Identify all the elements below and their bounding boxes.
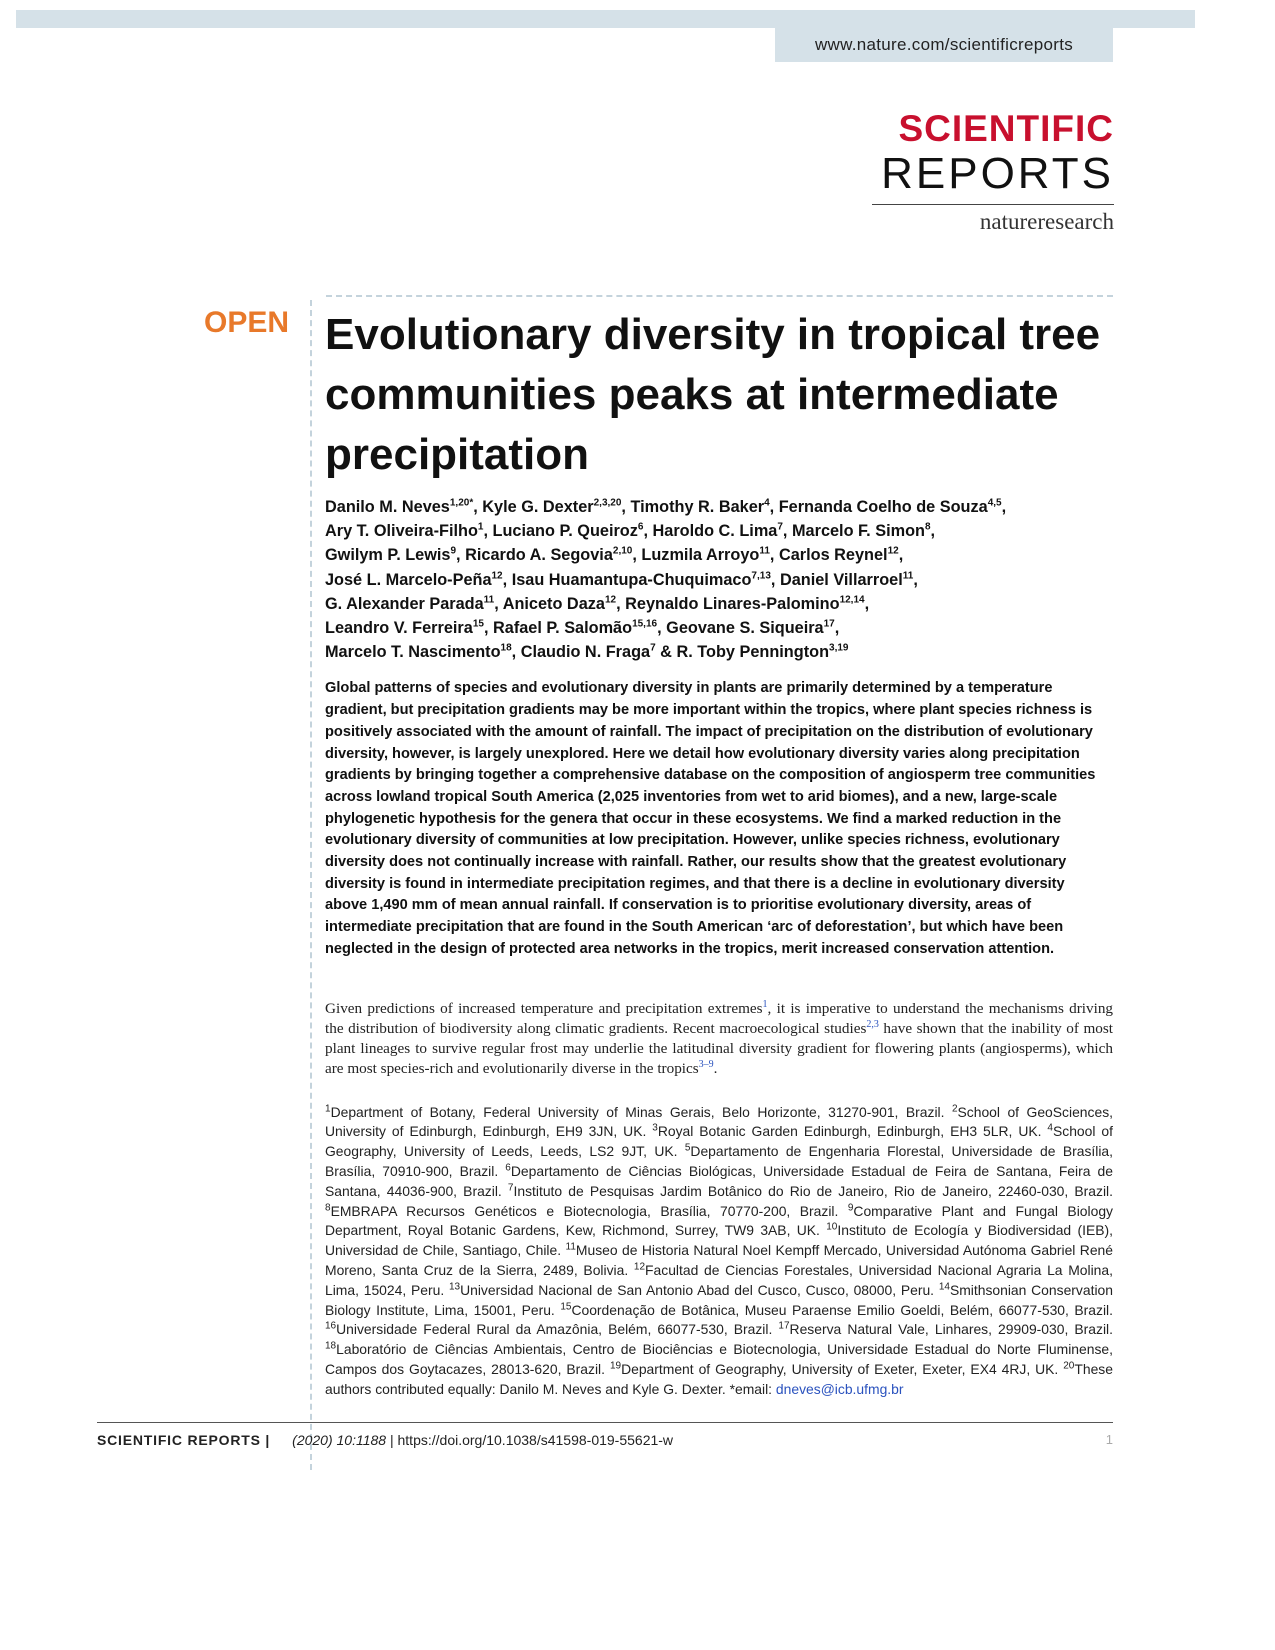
author-separator: ,: [621, 498, 631, 516]
author-name: Danilo M. Neves: [325, 498, 450, 516]
affiliation-text: Departamento de Engenharia Florestal, Universidade de Brasília, Brasília, 70910-900, Brazil.: [325, 1143, 1114, 1179]
author-name: Reynaldo Linares-Palomino: [625, 594, 840, 613]
author-separator: ,: [930, 522, 936, 541]
affiliation-number: 14: [938, 1281, 950, 1293]
footer-citation: (2020) 10:1188: [292, 1431, 387, 1448]
author-affiliation-ref: 12: [491, 570, 503, 582]
body-text: have shown that the inability of most plant lineages to survive regular frost may underlie the latitudinal diversity gradient for flowering plants (angiosperms), which are most species-rich and evolutionarily diverse in the tropics: [325, 1019, 1114, 1077]
author-name: Aniceto Daza: [502, 594, 605, 613]
affiliation-number: 5: [684, 1142, 691, 1154]
author-line: [325, 519, 1113, 543]
author-separator: ,: [511, 643, 521, 662]
journal-url[interactable]: www.nature.com/scientificreports: [775, 28, 1113, 62]
affiliation-text: Instituto de Ecología y Biodiversidad (IEB), Universidad de Chile, Santiago, Chile.: [325, 1222, 1113, 1259]
author-affiliation-ref: 4: [764, 497, 770, 509]
abstract: Global patterns of species and evolutionary diversity in plants are primarily determined by a temperature gradient, but precipitation gradients may be more important within the tropics, where plant species richness is positively associated with the amount of rainfall. The impact of precipitation on the distribution of evolutionary diversity, however, is largely unexplored. Here we detail how evolutionary diversity varies along precipitation gradients by bringing together a comprehensive database on the composition of angiosperm tree communities across lowland tropical South America (2,025 inventories from wet to arid biomes), and a new, large-scale phylogenetic hypothesis for the genera that occur in these ecosystems. We find a marked reduction in the evolutionary diversity of communities at low precipitation. However, unlike species richness, evolutionary diversity does not continually increase with rainfall. Rather, our results show that the greatest evolutionary diversity is found in intermediate precipitation regimes, and that there is a decline in evolutionary diversity above 1,490 mm of mean annual rainfall. If conservation is to prioritise evolutionary diversity, areas of intermediate precipitation that are found in the South American ‘arc of deforestation’, but which have been neglected in the design of protected area networks in the tropics, merit increased conservation attention.: [325, 680, 1096, 957]
affiliation-text: Departamento de Ciências Biológicas, Universidade Estadual de Feira de Santana, Feira de Santana, 44036-900, Brazil.: [325, 1162, 1113, 1199]
affiliation-number: 10: [826, 1221, 838, 1233]
author-affiliation-ref: 3,19: [829, 642, 849, 654]
author-affiliation-ref: 1,20*: [449, 497, 474, 509]
author-line: [325, 495, 1113, 519]
author-name: Haroldo C. Lima: [652, 522, 778, 541]
author-separator: ,: [864, 594, 870, 613]
author-name: G. Alexander Parada: [325, 594, 484, 613]
author-separator: ,: [502, 570, 512, 589]
author-line: [325, 616, 1113, 640]
body-paragraph: [325, 999, 1113, 1079]
author-affiliation-ref: 8: [924, 521, 931, 533]
affiliation-text: Universidad Nacional de San Antonio Abad del Cusco, Cusco, 08000, Peru.: [460, 1281, 939, 1298]
author-affiliation-ref: 7,13: [751, 570, 771, 582]
footer-divider: [97, 1422, 1113, 1423]
author-affiliation-ref: 11: [759, 545, 770, 557]
affiliation-text: School of GeoSciences, University of Edinburgh, Edinburgh, EH9 3JN, UK.: [325, 1103, 1113, 1140]
author-affiliation-ref: 15,16: [632, 618, 658, 630]
author-name: Gwilym P. Lewis: [325, 546, 451, 565]
affiliations: [325, 1103, 1113, 1400]
author-affiliation-ref: 7: [650, 642, 656, 654]
author-affiliation-ref: 12: [887, 545, 899, 557]
author-name: José L. Marcelo-Peña: [325, 570, 492, 589]
author-name: Carlos Reynel: [778, 546, 888, 565]
author-affiliation-ref: 9: [450, 545, 457, 557]
author-name: Leandro V. Ferreira: [325, 619, 473, 638]
author-name: Isau Huamantupa-Chuquimaco: [511, 570, 752, 589]
author-name: Geovane S. Siqueira: [666, 619, 824, 638]
author-separator: ,: [483, 619, 493, 638]
author-separator: ,: [657, 619, 667, 638]
logo-publisher: natureresearch: [979, 209, 1114, 234]
affiliation-number: 3: [652, 1122, 658, 1134]
affiliation-text: Royal Botanic Garden Edinburgh, Edinburgh, EH3 5LR, UK.: [657, 1123, 1048, 1140]
logo-reports: REPORTS: [881, 149, 1114, 198]
author-name: R. Toby Pennington: [676, 643, 830, 662]
citation-ref[interactable]: 2,3: [866, 1018, 879, 1030]
affiliation-text: Department of Botany, Federal University of Minas Gerais, Belo Horizonte, 31270-901, Brazil.: [330, 1103, 952, 1120]
footer-doi[interactable]: | https://doi.org/10.1038/s41598-019-55621-w: [386, 1431, 674, 1448]
author-name: Fernanda Coelho de Souza: [778, 498, 988, 516]
open-access-label: OPEN: [204, 306, 290, 339]
affiliation-text: School of Geography, University of Leeds, Leeds, LS2 9JT, UK.: [325, 1123, 1113, 1160]
page-number: 1: [1105, 1431, 1113, 1447]
author-list: [325, 495, 1113, 664]
author-separator: ,: [643, 522, 653, 541]
affiliation-number: 7: [507, 1182, 514, 1194]
author-separator: ,: [898, 546, 904, 565]
author-affiliation-ref: 17: [823, 618, 835, 630]
affiliation-number: 2: [951, 1102, 958, 1114]
footer-journal: SCIENTIFIC REPORTS |: [97, 1431, 271, 1448]
affiliation-number: 18: [325, 1340, 337, 1352]
affiliation-text: Instituto de Pesquisas Jardim Botânico do Rio de Janeiro, Rio de Janeiro, 22460-030, Brazil.: [513, 1182, 1113, 1199]
author-separator: ,: [494, 594, 503, 613]
author-name: Timothy R. Baker: [630, 498, 765, 516]
author-separator: ,: [770, 570, 780, 589]
author-name: Rafael P. Salomão: [493, 619, 633, 638]
author-separator: ,: [632, 546, 642, 565]
affiliation-text: These authors contributed equally: Danilo M. Neves and Kyle G. Dexter. *email:: [325, 1360, 1113, 1397]
author-separator: ,: [483, 522, 493, 541]
author-separator: ,: [456, 546, 466, 565]
author-affiliation-ref: 4,5: [987, 497, 1002, 509]
body-text: Given predictions of increased temperature and precipitation extremes: [325, 999, 763, 1017]
author-line: [325, 640, 1113, 664]
author-separator: ,: [782, 522, 792, 541]
email-link[interactable]: dneves@icb.ufmg.br: [775, 1380, 904, 1397]
author-line: [325, 543, 1113, 567]
author-name: Luciano P. Queiroz: [492, 522, 638, 541]
margin-dashed-divider: [310, 300, 312, 1470]
author-affiliation-ref: 1: [477, 521, 484, 533]
author-separator: &: [655, 643, 677, 662]
affiliation-number: 6: [505, 1162, 511, 1174]
body-text: , it is imperative to understand the mechanisms driving the distribution of biodiversity along climatic gradients. Recent macroecological studies: [325, 999, 1114, 1037]
author-name: Ary T. Oliveira-Filho: [325, 522, 478, 541]
author-separator: ,: [616, 594, 626, 613]
affiliation-number: 8: [325, 1201, 331, 1213]
affiliation-text: Laboratório de Ciências Ambientais, Centro de Biociências e Biotecnologia, Universidade Estadual do Norte Fluminense, Campos dos Goytacazes, 28013-620, Brazil.: [325, 1341, 1113, 1377]
author-affiliation-ref: 6: [637, 521, 644, 533]
affiliation-text: Coordenação de Botânica, Museu Paraense Emilio Goeldi, Belém, 66077-530, Brazil.: [571, 1301, 1114, 1318]
affiliation-text: Universidade Federal Rural da Amazônia, Belém, 66077-530, Brazil.: [336, 1321, 779, 1338]
article-title: Evolutionary diversity in tropical tree communities peaks at intermediate precipitation: [325, 310, 1101, 479]
citation-ref[interactable]: 1: [762, 998, 768, 1010]
author-name: Daniel Villarroel: [779, 570, 903, 589]
author-name: Ricardo A. Segovia: [465, 546, 613, 565]
affiliation-number: 13: [448, 1281, 461, 1293]
author-name: Marcelo F. Simon: [791, 522, 925, 541]
affiliation-text: Smithsonian Conservation Biology Institute, Lima, 15001, Peru.: [325, 1281, 1113, 1318]
logo-scientific: SCIENTIFIC: [898, 108, 1114, 149]
author-affiliation-ref: 18: [500, 642, 512, 654]
affiliation-number: 4: [1047, 1122, 1053, 1134]
affiliation-number: 15: [560, 1300, 572, 1312]
affiliation-number: 17: [778, 1320, 790, 1332]
author-affiliation-ref: 2,3,20: [593, 497, 622, 509]
affiliation-text: Comparative Plant and Fungal Biology Department, Royal Botanic Gardens, Kew, Richmond, Surrey, TW9 3AB, UK.: [325, 1202, 1113, 1239]
author-separator: ,: [473, 498, 483, 516]
affiliation-number: 9: [847, 1201, 854, 1213]
affiliation-text: Department of Geography, University of Exeter, Exeter, EX4 4RJ, UK.: [621, 1360, 1064, 1377]
affiliation-text: EMBRAPA Recursos Genéticos e Biotecnologia, Brasília, 70770-200, Brazil.: [330, 1202, 848, 1219]
author-affiliation-ref: 12: [604, 594, 617, 606]
author-separator: ,: [769, 546, 779, 565]
author-affiliation-ref: 12,14: [839, 594, 865, 606]
affiliation-number: 19: [609, 1360, 622, 1372]
footer: [97, 1430, 1113, 1450]
footer-area: [97, 1422, 1113, 1480]
author-name: Kyle G. Dexter: [482, 498, 594, 516]
author-affiliation-ref: 7: [777, 521, 783, 533]
body-text: .: [713, 1059, 718, 1077]
affiliation-number: 16: [325, 1320, 337, 1332]
author-affiliation-ref: 11: [483, 594, 495, 606]
author-line: [325, 568, 1113, 592]
affiliation-number: 12: [633, 1261, 646, 1273]
author-name: Luzmila Arroyo: [641, 546, 760, 565]
author-name: Claudio N. Fraga: [520, 643, 651, 662]
author-affiliation-ref: 11: [902, 570, 914, 582]
author-name: Marcelo T. Nascimento: [325, 643, 501, 662]
affiliation-text: Facultad de Ciencias Forestales, Universidad Nacional Agraria La Molina, Lima, 15024, Peru.: [325, 1261, 1113, 1298]
affiliation-number: 20: [1063, 1360, 1075, 1372]
citation-ref[interactable]: 3–9: [698, 1058, 714, 1070]
author-line: [325, 592, 1113, 616]
author-separator: ,: [913, 570, 918, 589]
author-affiliation-ref: 2,10: [612, 545, 633, 557]
affiliation-number: 1: [325, 1102, 331, 1114]
author-separator: ,: [769, 498, 779, 516]
author-separator: ,: [1001, 498, 1007, 516]
author-separator: ,: [834, 619, 840, 638]
author-affiliation-ref: 15: [472, 618, 484, 630]
affiliation-text: Museo de Historia Natural Noel Kempff Mercado, Universidad Autónoma Gabriel René Moreno, Santa Cruz de la Sierra, 2489, Bolivia.: [325, 1242, 1113, 1278]
affiliation-text: Reserva Natural Vale, Linhares, 29909-030, Brazil.: [789, 1321, 1113, 1338]
affiliation-number: 11: [565, 1241, 576, 1253]
